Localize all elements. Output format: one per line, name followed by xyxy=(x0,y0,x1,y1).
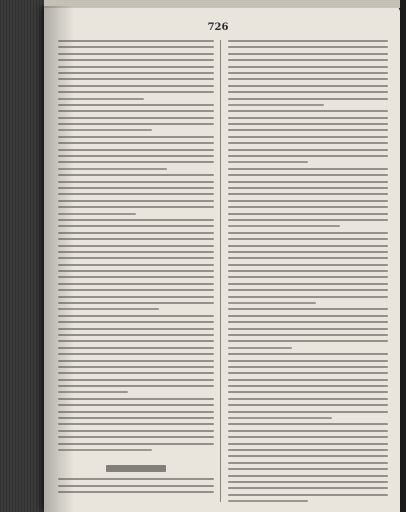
text-line xyxy=(228,398,388,400)
text-line xyxy=(58,123,214,125)
text-line xyxy=(58,85,214,87)
text-line xyxy=(228,161,308,163)
text-line xyxy=(228,276,388,278)
text-line xyxy=(58,449,152,451)
text-line xyxy=(228,264,388,266)
text-line xyxy=(58,436,214,438)
text-line xyxy=(58,142,214,144)
text-line xyxy=(228,149,388,151)
text-line xyxy=(58,379,214,381)
text-line xyxy=(228,283,388,285)
text-line xyxy=(58,321,214,323)
book-page-stack xyxy=(0,0,48,512)
text-line xyxy=(228,59,388,61)
text-line xyxy=(58,78,214,80)
text-line xyxy=(228,193,388,195)
text-line xyxy=(228,251,388,253)
text-line xyxy=(228,142,388,144)
text-line xyxy=(228,321,388,323)
text-line xyxy=(228,200,388,202)
paragraph-gap xyxy=(58,455,214,461)
text-line xyxy=(228,372,388,374)
text-line xyxy=(228,315,388,317)
text-line xyxy=(58,245,214,247)
text-line xyxy=(228,66,388,68)
text-line xyxy=(58,347,214,349)
text-line xyxy=(228,270,388,272)
text-line xyxy=(228,391,388,393)
text-line xyxy=(228,475,388,477)
text-line xyxy=(228,117,388,119)
text-line xyxy=(228,136,388,138)
text-line xyxy=(228,289,388,291)
text-line xyxy=(228,468,388,470)
text-line xyxy=(228,168,388,170)
text-line xyxy=(228,494,388,496)
text-line xyxy=(228,213,388,215)
text-line xyxy=(228,104,324,106)
text-line xyxy=(58,491,214,493)
text-line xyxy=(58,219,214,221)
text-line xyxy=(58,206,214,208)
text-line xyxy=(228,78,388,80)
text-line xyxy=(58,46,214,48)
text-line xyxy=(58,40,214,42)
text-line xyxy=(58,193,214,195)
text-line xyxy=(228,462,388,464)
text-line xyxy=(58,161,214,163)
text-line xyxy=(228,423,388,425)
text-line xyxy=(58,117,214,119)
text-line xyxy=(58,372,214,374)
text-line xyxy=(58,257,214,259)
text-line xyxy=(228,347,292,349)
text-line xyxy=(58,398,214,400)
text-line xyxy=(58,308,159,310)
text-line xyxy=(228,219,388,221)
text-line xyxy=(58,174,214,176)
section-heading xyxy=(106,465,166,472)
text-line xyxy=(58,411,214,413)
text-line xyxy=(228,296,388,298)
column-divider xyxy=(220,40,221,502)
text-line xyxy=(228,206,388,208)
text-line xyxy=(228,385,388,387)
text-line xyxy=(58,404,214,406)
text-line xyxy=(228,417,332,419)
text-line xyxy=(58,334,214,336)
text-line xyxy=(228,436,388,438)
text-line xyxy=(228,379,388,381)
text-line xyxy=(58,340,214,342)
text-line xyxy=(58,225,214,227)
text-line xyxy=(58,289,214,291)
text-line xyxy=(228,129,388,131)
text-line xyxy=(228,245,388,247)
text-line xyxy=(228,98,388,100)
text-line xyxy=(228,302,316,304)
text-line xyxy=(58,98,144,100)
text-line xyxy=(58,104,214,106)
text-line xyxy=(58,200,214,202)
text-line xyxy=(58,270,214,272)
text-line xyxy=(58,129,152,131)
text-line xyxy=(58,66,214,68)
text-line xyxy=(228,500,308,502)
text-line xyxy=(228,455,388,457)
text-line xyxy=(228,110,388,112)
text-line xyxy=(228,225,340,227)
text-line xyxy=(228,430,388,432)
text-line xyxy=(58,302,214,304)
text-line xyxy=(228,155,388,157)
text-line xyxy=(58,283,214,285)
text-line xyxy=(228,46,388,48)
text-line xyxy=(228,360,388,362)
text-line xyxy=(58,423,214,425)
text-line xyxy=(228,232,388,234)
text-line xyxy=(228,487,388,489)
text-line xyxy=(58,328,214,330)
text-line xyxy=(58,91,214,93)
text-line xyxy=(228,334,388,336)
text-line xyxy=(228,181,388,183)
text-line xyxy=(58,353,214,355)
text-line xyxy=(58,72,214,74)
text-line xyxy=(58,417,214,419)
text-line xyxy=(58,264,214,266)
text-line xyxy=(228,187,388,189)
text-column-right xyxy=(228,40,388,502)
text-line xyxy=(58,53,214,55)
text-line xyxy=(58,213,136,215)
text-line xyxy=(228,40,388,42)
text-line xyxy=(58,59,214,61)
text-line xyxy=(228,308,388,310)
text-line xyxy=(228,481,388,483)
text-line xyxy=(58,155,214,157)
text-line xyxy=(228,123,388,125)
text-column-left xyxy=(58,40,214,502)
text-line xyxy=(228,328,388,330)
text-line xyxy=(58,430,214,432)
text-line xyxy=(58,238,214,240)
text-line xyxy=(58,187,214,189)
text-line xyxy=(228,53,388,55)
text-line xyxy=(58,385,214,387)
text-line xyxy=(58,443,214,445)
text-line xyxy=(228,404,388,406)
text-line xyxy=(58,485,214,487)
text-line xyxy=(228,238,388,240)
text-line xyxy=(58,232,214,234)
text-line xyxy=(58,391,128,393)
page-number: 726 xyxy=(207,22,229,33)
text-line xyxy=(58,276,214,278)
text-line xyxy=(58,136,214,138)
text-line xyxy=(228,174,388,176)
text-line xyxy=(58,478,214,480)
text-line xyxy=(228,85,388,87)
text-line xyxy=(228,411,388,413)
text-line xyxy=(58,315,214,317)
page-top-edge xyxy=(44,0,400,8)
text-line xyxy=(228,91,388,93)
text-line xyxy=(58,296,214,298)
text-line xyxy=(58,168,167,170)
text-line xyxy=(228,340,388,342)
text-line xyxy=(228,443,388,445)
text-line xyxy=(58,149,214,151)
text-line xyxy=(58,360,214,362)
text-line xyxy=(58,181,214,183)
text-line xyxy=(228,72,388,74)
text-line xyxy=(228,257,388,259)
text-line xyxy=(58,110,214,112)
text-line xyxy=(228,353,388,355)
text-line xyxy=(58,366,214,368)
text-line xyxy=(228,449,388,451)
text-line xyxy=(58,251,214,253)
text-line xyxy=(228,366,388,368)
